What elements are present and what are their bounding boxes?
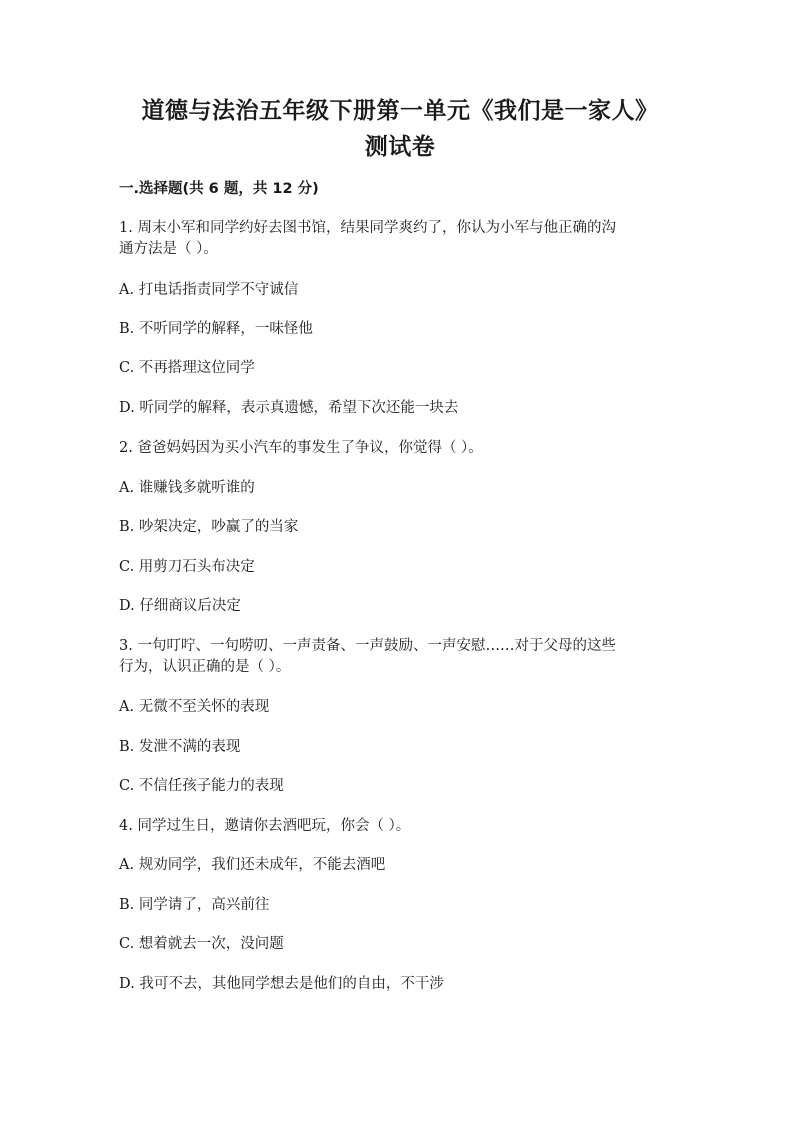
question-1-option-d: D. 听同学的解释，表示真遗憾，希望下次还能一块去 bbox=[119, 400, 459, 416]
question-1-option-a: A. 打电话指责同学不守诚信 bbox=[119, 282, 299, 298]
question-4-stem-line-1: 4. 同学过生日，邀请你去酒吧玩，你会（ ）。 bbox=[119, 818, 411, 834]
question-4-option-a: A. 规劝同学，我们还未成年，不能去酒吧 bbox=[119, 857, 386, 873]
question-2-option-a: A. 谁赚钱多就听谁的 bbox=[119, 480, 255, 496]
question-4-option-c: C. 想着就去一次，没问题 bbox=[119, 936, 284, 952]
question-1-stem-line-2: 通方法是（ ）。 bbox=[119, 241, 218, 257]
question-3-option-a: A. 无微不至关怀的表现 bbox=[119, 699, 270, 715]
exam-title-line-1: 道德与法治五年级下册第一单元《我们是一家人》 bbox=[141, 98, 659, 124]
question-3-option-c: C. 不信任孩子能力的表现 bbox=[119, 778, 284, 794]
question-1-option-b: B. 不听同学的解释，一味怪他 bbox=[119, 321, 313, 337]
section-heading: 一.选择题(共 6 题，共 12 分) bbox=[119, 181, 319, 197]
question-2-option-c: C. 用剪刀石头布决定 bbox=[119, 559, 255, 575]
question-3-stem-line-1: 3. 一句叮咛、一句唠叨、一声责备、一声鼓励、一声安慰……对于父母的这些 bbox=[119, 638, 616, 654]
question-2-option-b: B. 吵架决定，吵赢了的当家 bbox=[119, 519, 299, 535]
question-2-stem-line-1: 2. 爸爸妈妈因为买小汽车的事发生了争议，你觉得（ ）。 bbox=[119, 440, 483, 456]
question-3-stem-line-2: 行为，认识正确的是（ ）。 bbox=[119, 659, 291, 675]
question-2-option-d: D. 仔细商议后决定 bbox=[119, 598, 241, 614]
question-1-stem-line-1: 1. 周末小军和同学约好去图书馆，结果同学爽约了，你认为小军与他正确的沟 bbox=[119, 220, 616, 236]
question-4-option-b: B. 同学请了，高兴前往 bbox=[119, 897, 270, 913]
question-4-option-d: D. 我可不去，其他同学想去是他们的自由，不干涉 bbox=[119, 976, 444, 992]
exam-title-line-2: 测试卷 bbox=[364, 134, 436, 160]
question-3-option-b: B. 发泄不满的表现 bbox=[119, 739, 241, 755]
question-1-option-c: C. 不再搭理这位同学 bbox=[119, 360, 255, 376]
